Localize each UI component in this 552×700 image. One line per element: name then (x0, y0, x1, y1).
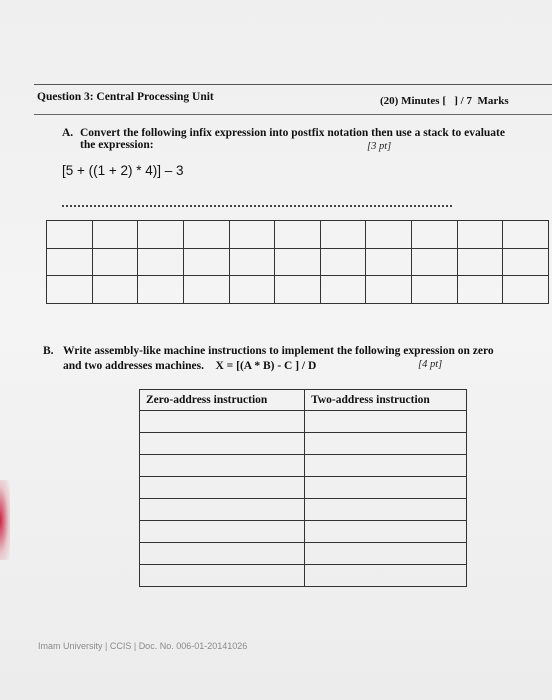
stack-cell[interactable] (320, 221, 366, 249)
answer-dotted-line (62, 205, 452, 207)
stack-cell[interactable] (366, 221, 412, 249)
two-address-cell[interactable] (305, 499, 467, 521)
stack-cell[interactable] (275, 276, 321, 304)
stack-cell[interactable] (92, 276, 138, 304)
part-a-line1: Convert the following infix expression into postfix notation then use a stack to evaluate (80, 127, 505, 139)
zero-address-cell[interactable] (140, 565, 305, 587)
stack-cell[interactable] (275, 248, 321, 276)
stack-cell[interactable] (92, 221, 138, 249)
stack-cell[interactable] (47, 221, 93, 249)
zero-address-cell[interactable] (140, 433, 305, 455)
stack-cell[interactable] (229, 221, 275, 249)
stack-cell[interactable] (183, 248, 229, 276)
zero-address-cell[interactable] (140, 521, 305, 543)
stack-cell[interactable] (320, 276, 366, 304)
part-a-label: A. (62, 127, 74, 139)
stack-cell[interactable] (92, 248, 138, 276)
infix-expression: [5 + ((1 + 2) * 4)] – 3 (62, 163, 184, 178)
stack-row (47, 276, 549, 304)
stack-cell[interactable] (503, 221, 549, 249)
stack-cell[interactable] (412, 276, 458, 304)
page-edge-shadow (0, 480, 10, 560)
header-rule (34, 84, 552, 85)
instruction-row (140, 433, 467, 455)
zero-address-cell[interactable] (140, 455, 305, 477)
question-marks: (20) Minutes [ ] / 7 Marks (380, 95, 509, 107)
zero-address-cell[interactable] (140, 499, 305, 521)
header-underline (34, 114, 552, 115)
stack-cell[interactable] (320, 248, 366, 276)
instruction-row (140, 499, 467, 521)
part-b-formula: X = [(A * B) - C ] / D (215, 360, 317, 372)
two-address-header: Two-address instruction (305, 390, 467, 411)
stack-cell[interactable] (183, 276, 229, 304)
instruction-row (140, 521, 467, 543)
instruction-table-header (140, 390, 467, 411)
two-address-cell[interactable] (305, 543, 467, 565)
zero-address-cell[interactable] (140, 477, 305, 499)
two-address-cell[interactable] (305, 565, 467, 587)
instruction-row (140, 565, 467, 587)
stack-cell[interactable] (275, 221, 321, 249)
part-b-line1: Write assembly-like machine instructions to implement the following expression on zero (63, 345, 494, 357)
zero-address-cell[interactable] (140, 543, 305, 565)
stack-row (47, 248, 549, 276)
stack-row (47, 221, 549, 249)
stack-cell[interactable] (366, 276, 412, 304)
stack-cell[interactable] (457, 248, 503, 276)
part-a-prompt (62, 127, 542, 151)
zero-address-cell[interactable] (140, 411, 305, 433)
stack-grid (46, 220, 549, 304)
stack-cell[interactable] (503, 248, 549, 276)
part-b-points: [4 pt] (418, 359, 443, 370)
two-address-cell[interactable] (305, 433, 467, 455)
stack-cell[interactable] (503, 276, 549, 304)
instruction-row (140, 455, 467, 477)
stack-cell[interactable] (457, 276, 503, 304)
stack-cell[interactable] (229, 276, 275, 304)
two-address-cell[interactable] (305, 477, 467, 499)
two-address-cell[interactable] (305, 455, 467, 477)
instruction-table (139, 389, 467, 587)
stack-cell[interactable] (412, 221, 458, 249)
document-footer: Imam University | CCIS | Doc. No. 006-01-20141026 (38, 641, 248, 651)
instruction-row (140, 411, 467, 433)
instruction-row (140, 477, 467, 499)
part-b-label: B. (43, 345, 54, 357)
two-address-cell[interactable] (305, 521, 467, 543)
stack-cell[interactable] (138, 248, 184, 276)
part-a-line2: the expression: (80, 139, 154, 151)
part-a-points: [3 pt] (367, 141, 392, 152)
stack-cell[interactable] (138, 221, 184, 249)
stack-cell[interactable] (138, 276, 184, 304)
part-b-prompt (43, 344, 552, 374)
zero-address-header: Zero-address instruction (140, 390, 305, 411)
stack-cell[interactable] (183, 221, 229, 249)
part-b-line2: and two addresses machines. (63, 360, 204, 372)
stack-cell[interactable] (229, 248, 275, 276)
two-address-cell[interactable] (305, 411, 467, 433)
stack-cell[interactable] (47, 248, 93, 276)
stack-cell[interactable] (366, 248, 412, 276)
instruction-row (140, 543, 467, 565)
stack-cell[interactable] (47, 276, 93, 304)
stack-cell[interactable] (412, 248, 458, 276)
stack-cell[interactable] (457, 221, 503, 249)
question-title: Question 3: Central Processing Unit (37, 91, 214, 103)
